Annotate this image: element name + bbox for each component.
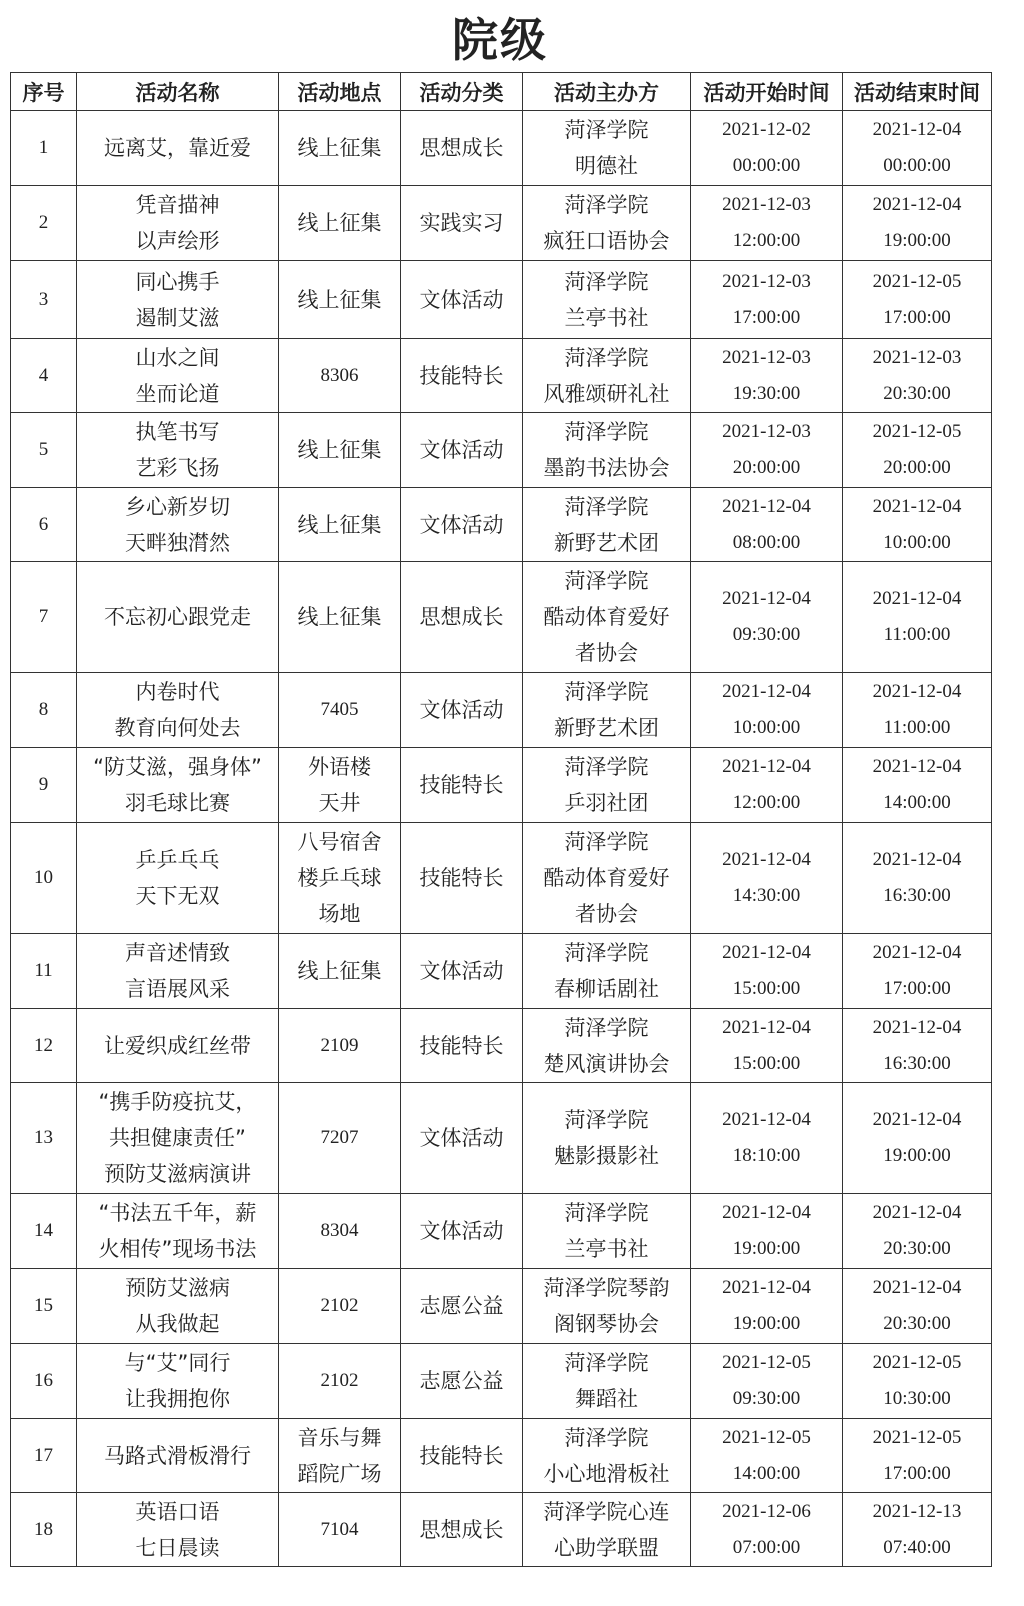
cell-organizer: 菏泽学院 小心地滑板社: [523, 1419, 691, 1493]
cell-start-time: 2021-12-04 14:30:00: [691, 823, 843, 934]
cell-end-time: 2021-12-05 17:00:00: [843, 261, 992, 339]
cell-end-time: 2021-12-04 19:00:00: [843, 1083, 992, 1194]
cell-category: 志愿公益: [401, 1269, 523, 1344]
cell-activity-name: 预防艾滋病 从我做起: [77, 1269, 279, 1344]
cell-category: 文体活动: [401, 261, 523, 339]
cell-end-time: 2021-12-04 20:30:00: [843, 1269, 992, 1344]
cell-activity-name: “防艾滋，强身体” 羽毛球比赛: [77, 748, 279, 823]
cell-organizer: 菏泽学院 楚风演讲协会: [523, 1009, 691, 1083]
cell-end-time: 2021-12-04 10:00:00: [843, 488, 992, 562]
cell-start-time: 2021-12-03 12:00:00: [691, 186, 843, 261]
cell-location: 线上征集: [279, 111, 401, 186]
cell-seq: 1: [11, 111, 77, 186]
cell-start-time: 2021-12-03 19:30:00: [691, 339, 843, 413]
cell-start-time: 2021-12-04 12:00:00: [691, 748, 843, 823]
cell-location: 7207: [279, 1083, 401, 1194]
cell-start-time: 2021-12-04 18:10:00: [691, 1083, 843, 1194]
cell-category: 思想成长: [401, 1493, 523, 1567]
cell-activity-name: 让爱织成红丝带: [77, 1009, 279, 1083]
cell-organizer: 菏泽学院 新野艺术团: [523, 673, 691, 748]
table-row: [11, 562, 992, 673]
cell-start-time: 2021-12-04 09:30:00: [691, 562, 843, 673]
table-row: [11, 186, 992, 261]
header-activity-name: 活动名称: [77, 73, 279, 111]
cell-organizer: 菏泽学院 新野艺术团: [523, 488, 691, 562]
cell-end-time: 2021-12-04 16:30:00: [843, 823, 992, 934]
table-row: [11, 1009, 992, 1083]
cell-activity-name: 山水之间 坐而论道: [77, 339, 279, 413]
table-row: [11, 339, 992, 413]
cell-activity-name: “书法五千年，薪 火相传”现场书法: [77, 1194, 279, 1269]
cell-location: 2102: [279, 1269, 401, 1344]
cell-location: 线上征集: [279, 488, 401, 562]
cell-organizer: 菏泽学院 疯狂口语协会: [523, 186, 691, 261]
cell-activity-name: 执笔书写 艺彩飞扬: [77, 413, 279, 488]
cell-location: 外语楼 天井: [279, 748, 401, 823]
cell-category: 文体活动: [401, 413, 523, 488]
cell-category: 思想成长: [401, 111, 523, 186]
table-row: [11, 1493, 992, 1567]
cell-location: 线上征集: [279, 186, 401, 261]
cell-activity-name: 英语口语 七日晨读: [77, 1493, 279, 1567]
cell-start-time: 2021-12-03 20:00:00: [691, 413, 843, 488]
cell-category: 技能特长: [401, 823, 523, 934]
cell-start-time: 2021-12-05 09:30:00: [691, 1344, 843, 1419]
cell-location: 线上征集: [279, 413, 401, 488]
cell-end-time: 2021-12-04 19:00:00: [843, 186, 992, 261]
cell-seq: 4: [11, 339, 77, 413]
cell-location: 7104: [279, 1493, 401, 1567]
cell-seq: 17: [11, 1419, 77, 1493]
cell-end-time: 2021-12-03 20:30:00: [843, 339, 992, 413]
cell-organizer: 菏泽学院心连 心助学联盟: [523, 1493, 691, 1567]
cell-organizer: 菏泽学院 舞蹈社: [523, 1344, 691, 1419]
header-organizer: 活动主办方: [523, 73, 691, 111]
cell-activity-name: 凭音描神 以声绘形: [77, 186, 279, 261]
cell-end-time: 2021-12-13 07:40:00: [843, 1493, 992, 1567]
cell-seq: 11: [11, 934, 77, 1009]
cell-location: 线上征集: [279, 934, 401, 1009]
table-row: [11, 1419, 992, 1493]
cell-seq: 8: [11, 673, 77, 748]
cell-category: 文体活动: [401, 488, 523, 562]
table-row: [11, 488, 992, 562]
cell-start-time: 2021-12-04 08:00:00: [691, 488, 843, 562]
header-end-time: 活动结束时间: [843, 73, 992, 111]
cell-organizer: 菏泽学院 兰亭书社: [523, 1194, 691, 1269]
cell-activity-name: 与“艾”同行 让我拥抱你: [77, 1344, 279, 1419]
cell-location: 八号宿舍 楼乒乓球 场地: [279, 823, 401, 934]
header-start-time: 活动开始时间: [691, 73, 843, 111]
cell-start-time: 2021-12-04 19:00:00: [691, 1269, 843, 1344]
cell-seq: 14: [11, 1194, 77, 1269]
cell-start-time: 2021-12-04 10:00:00: [691, 673, 843, 748]
cell-activity-name: 远离艾，靠近爱: [77, 111, 279, 186]
cell-category: 文体活动: [401, 673, 523, 748]
cell-organizer: 菏泽学院 乒羽社团: [523, 748, 691, 823]
header-seq: 序号: [11, 73, 77, 111]
cell-organizer: 菏泽学院琴韵 阁钢琴协会: [523, 1269, 691, 1344]
cell-seq: 10: [11, 823, 77, 934]
cell-activity-name: 乒乒乓乓 天下无双: [77, 823, 279, 934]
cell-organizer: 菏泽学院 春柳话剧社: [523, 934, 691, 1009]
cell-start-time: 2021-12-04 15:00:00: [691, 934, 843, 1009]
cell-organizer: 菏泽学院 魅影摄影社: [523, 1083, 691, 1194]
table-row: [11, 1344, 992, 1419]
cell-start-time: 2021-12-05 14:00:00: [691, 1419, 843, 1493]
cell-category: 志愿公益: [401, 1344, 523, 1419]
cell-start-time: 2021-12-02 00:00:00: [691, 111, 843, 186]
cell-organizer: 菏泽学院 墨韵书法协会: [523, 413, 691, 488]
table-row: [11, 1269, 992, 1344]
cell-location: 线上征集: [279, 562, 401, 673]
cell-location: 2109: [279, 1009, 401, 1083]
table-row: [11, 823, 992, 934]
cell-seq: 12: [11, 1009, 77, 1083]
cell-start-time: 2021-12-04 15:00:00: [691, 1009, 843, 1083]
cell-start-time: 2021-12-03 17:00:00: [691, 261, 843, 339]
cell-location: 7405: [279, 673, 401, 748]
cell-activity-name: 乡心新岁切 天畔独潸然: [77, 488, 279, 562]
cell-end-time: 2021-12-04 16:30:00: [843, 1009, 992, 1083]
cell-end-time: 2021-12-04 00:00:00: [843, 111, 992, 186]
cell-seq: 2: [11, 186, 77, 261]
header-category: 活动分类: [401, 73, 523, 111]
cell-seq: 16: [11, 1344, 77, 1419]
cell-activity-name: “携手防疫抗艾， 共担健康责任” 预防艾滋病演讲: [77, 1083, 279, 1194]
cell-seq: 18: [11, 1493, 77, 1567]
cell-end-time: 2021-12-05 17:00:00: [843, 1419, 992, 1493]
cell-category: 实践实习: [401, 186, 523, 261]
cell-category: 思想成长: [401, 562, 523, 673]
cell-organizer: 菏泽学院 兰亭书社: [523, 261, 691, 339]
cell-organizer: 菏泽学院 明德社: [523, 111, 691, 186]
cell-category: 技能特长: [401, 1419, 523, 1493]
cell-location: 8306: [279, 339, 401, 413]
cell-seq: 7: [11, 562, 77, 673]
page-title: 院级: [452, 13, 548, 67]
table-row: [11, 413, 992, 488]
cell-organizer: 菏泽学院 酷动体育爱好 者协会: [523, 562, 691, 673]
cell-location: 2102: [279, 1344, 401, 1419]
table-row: [11, 261, 992, 339]
header-location: 活动地点: [279, 73, 401, 111]
cell-seq: 3: [11, 261, 77, 339]
table-row: [11, 1194, 992, 1269]
cell-end-time: 2021-12-05 20:00:00: [843, 413, 992, 488]
cell-seq: 5: [11, 413, 77, 488]
cell-activity-name: 不忘初心跟党走: [77, 562, 279, 673]
cell-end-time: 2021-12-04 20:30:00: [843, 1194, 992, 1269]
cell-organizer: 菏泽学院 酷动体育爱好 者协会: [523, 823, 691, 934]
cell-end-time: 2021-12-04 17:00:00: [843, 934, 992, 1009]
cell-seq: 6: [11, 488, 77, 562]
cell-seq: 9: [11, 748, 77, 823]
cell-end-time: 2021-12-04 11:00:00: [843, 562, 992, 673]
cell-end-time: 2021-12-04 11:00:00: [843, 673, 992, 748]
cell-location: 线上征集: [279, 261, 401, 339]
cell-category: 技能特长: [401, 748, 523, 823]
cell-activity-name: 内卷时代 教育向何处去: [77, 673, 279, 748]
table-row: [11, 111, 992, 186]
cell-category: 文体活动: [401, 1083, 523, 1194]
table-row: [11, 934, 992, 1009]
cell-seq: 13: [11, 1083, 77, 1194]
cell-activity-name: 声音述情致 言语展风采: [77, 934, 279, 1009]
table-row: [11, 1083, 992, 1194]
cell-location: 音乐与舞 蹈院广场: [279, 1419, 401, 1493]
cell-end-time: 2021-12-04 14:00:00: [843, 748, 992, 823]
activity-table: [10, 72, 992, 1567]
cell-category: 技能特长: [401, 1009, 523, 1083]
cell-category: 文体活动: [401, 934, 523, 1009]
cell-start-time: 2021-12-04 19:00:00: [691, 1194, 843, 1269]
table-header-row: [11, 73, 992, 111]
cell-category: 文体活动: [401, 1194, 523, 1269]
table-row: [11, 748, 992, 823]
cell-organizer: 菏泽学院 风雅颂研礼社: [523, 339, 691, 413]
cell-location: 8304: [279, 1194, 401, 1269]
cell-activity-name: 同心携手 遏制艾滋: [77, 261, 279, 339]
cell-category: 技能特长: [401, 339, 523, 413]
cell-start-time: 2021-12-06 07:00:00: [691, 1493, 843, 1567]
cell-seq: 15: [11, 1269, 77, 1344]
table-row: [11, 673, 992, 748]
cell-end-time: 2021-12-05 10:30:00: [843, 1344, 992, 1419]
cell-activity-name: 马路式滑板滑行: [77, 1419, 279, 1493]
